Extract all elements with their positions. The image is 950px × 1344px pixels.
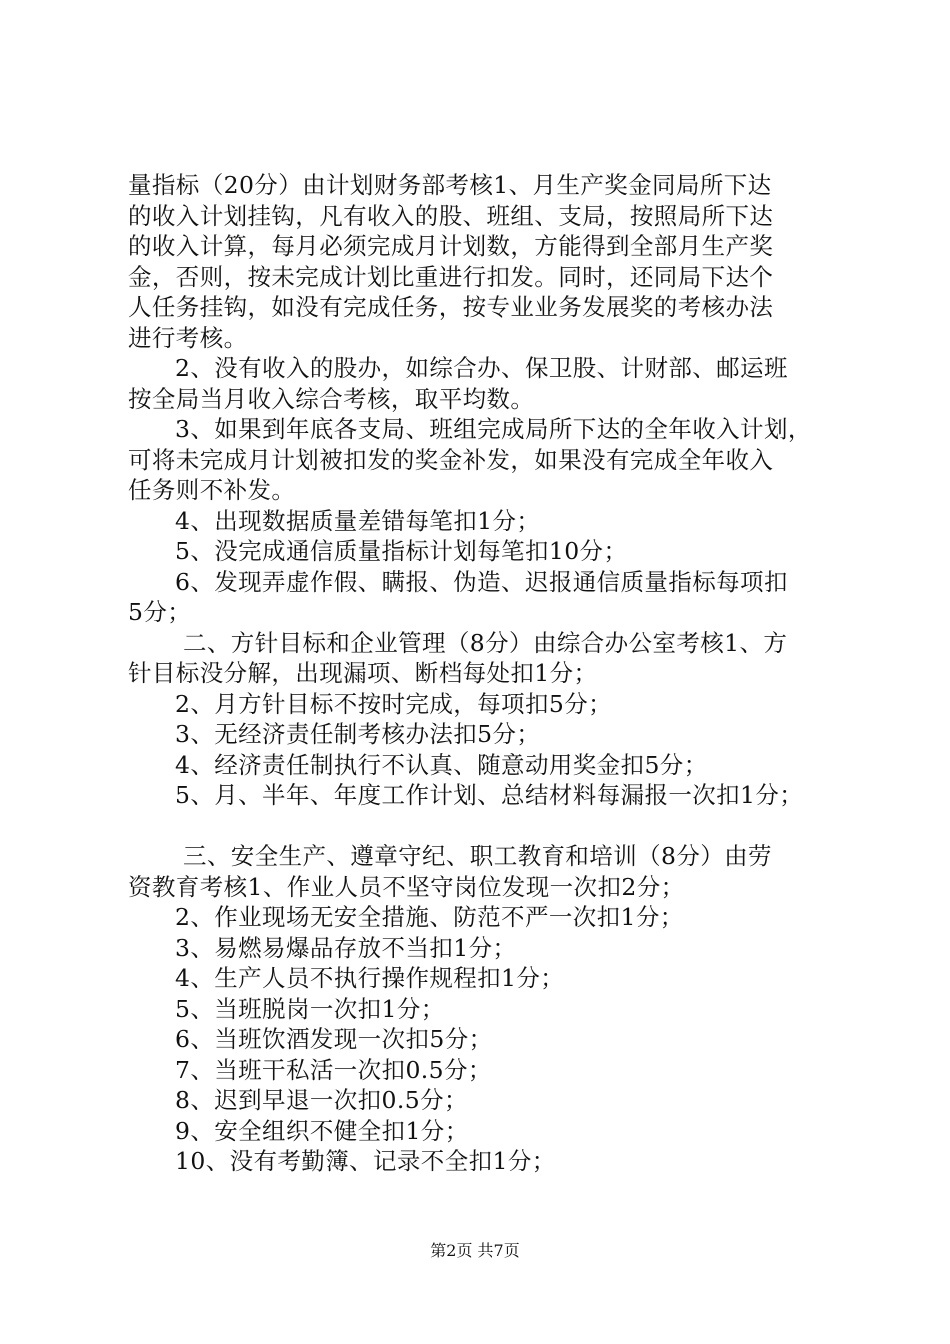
text-line: 资教育考核1、作业人员不坚守岗位发现一次扣2分； bbox=[128, 872, 685, 901]
text-line: 的收入计划挂钩，凡有收入的股、班组、支局，按照局所下达 bbox=[128, 201, 774, 230]
text-line: 针目标没分解，出现漏项、断档每处扣1分； bbox=[128, 659, 598, 687]
text-line: 6、当班饮酒发现一次扣5分； bbox=[175, 1025, 493, 1053]
text-line: 2、月方针目标不按时完成，每项扣5分； bbox=[175, 689, 613, 718]
text-line: 5、当班脱岗一次扣1分； bbox=[175, 994, 445, 1023]
text-line: 5分； bbox=[128, 598, 192, 626]
text-line: 量指标（20分）由计划财务部考核1、月生产奖金同局所下达 bbox=[128, 171, 772, 199]
text-line: 人任务挂钩，如没有完成任务，按专业业务发展奖的考核办法 bbox=[128, 293, 774, 321]
text-line: 4、经济责任制执行不认真、随意动用奖金扣5分； bbox=[175, 750, 708, 779]
section-heading-line: 三、安全生产、遵章守纪、职工教育和培训（8分）由劳 bbox=[183, 842, 772, 870]
text-line: 5、月、半年、年度工作计划、总结材料每漏报一次扣1分； bbox=[175, 781, 804, 809]
text-line: 7、当班干私活一次扣0.5分； bbox=[175, 1055, 492, 1084]
section-heading-line: 二、方针目标和企业管理（8分）由综合办公室考核1、方 bbox=[183, 628, 788, 657]
text-line: 3、如果到年底各支局、班组完成局所下达的全年收入计划， bbox=[175, 415, 812, 443]
blank-line bbox=[128, 811, 838, 842]
page-number-footer: 第2页 共7页 bbox=[430, 1241, 520, 1260]
document-body bbox=[128, 170, 838, 1177]
text-line: 3、易燃易爆品存放不当扣1分； bbox=[175, 933, 517, 962]
text-line: 2、没有收入的股办，如综合办、保卫股、计财部、邮运班 bbox=[175, 354, 788, 382]
text-line: 4、生产人员不执行操作规程扣1分； bbox=[175, 964, 565, 992]
text-line: 2、作业现场无安全措施、防范不严一次扣1分； bbox=[175, 903, 684, 931]
text-line: 可将未完成月计划被扣发的奖金补发，如果没有完成全年收入 bbox=[128, 445, 774, 474]
text-line: 5、没完成通信质量指标计划每笔扣10分； bbox=[175, 537, 628, 565]
text-line: 进行考核。 bbox=[128, 323, 248, 352]
text-line: 按全局当月收入综合考核，取平均数。 bbox=[128, 384, 535, 413]
text-line: 任务则不补发。 bbox=[128, 476, 296, 504]
text-line: 4、出现数据质量差错每笔扣1分； bbox=[175, 506, 541, 535]
text-line: 的收入计算，每月必须完成月计划数，方能得到全部月生产奖 bbox=[128, 232, 774, 260]
text-line: 6、发现弄虚作假、瞒报、伪造、迟报通信质量指标每项扣 bbox=[175, 567, 788, 596]
text-line: 9、安全组织不健全扣1分； bbox=[175, 1116, 469, 1145]
text-line: 8、迟到早退一次扣0.5分； bbox=[175, 1086, 468, 1114]
text-line: 3、无经济责任制考核办法扣5分； bbox=[175, 720, 541, 748]
text-line: 10、没有考勤簿、记录不全扣1分； bbox=[175, 1147, 556, 1175]
text-line: 金，否则，按未完成计划比重进行扣发。同时，还同局下达个 bbox=[128, 262, 774, 291]
